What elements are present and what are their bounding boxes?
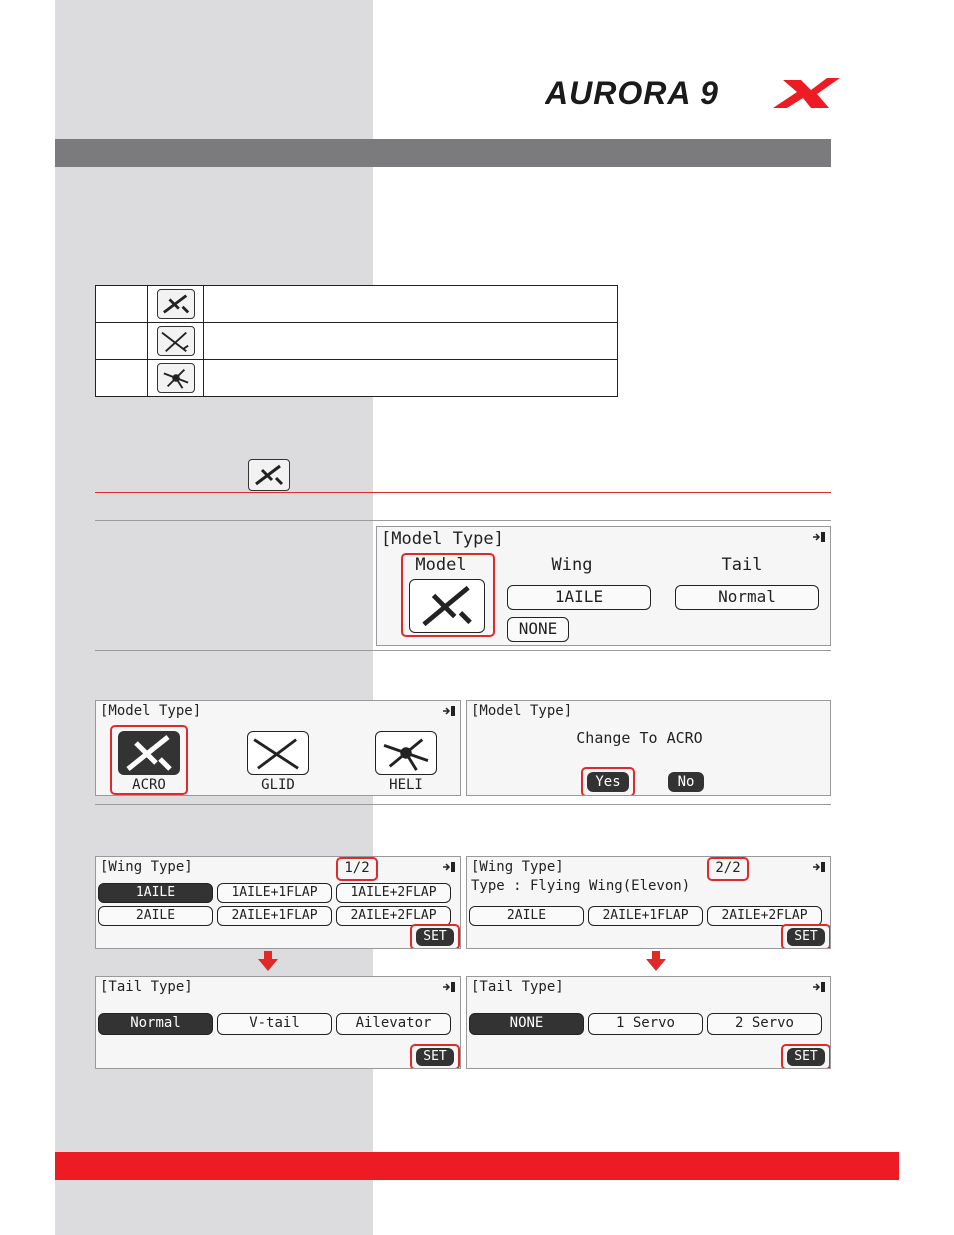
wing-label: Wing [551, 555, 593, 575]
section-header-bar [55, 139, 831, 167]
set-button[interactable]: SET [416, 928, 454, 946]
tail-type-button[interactable]: Normal [675, 585, 819, 610]
screen-title: [Model Type] [471, 703, 573, 719]
screen-title: [Tail Type] [471, 979, 564, 995]
tail-option[interactable]: Normal [98, 1013, 213, 1035]
heli-label: HELI [389, 777, 423, 793]
tail-option[interactable]: NONE [469, 1013, 584, 1035]
glid-option[interactable] [247, 731, 309, 775]
type-description: Type : Flying Wing(Elevon) [471, 878, 691, 894]
exit-icon[interactable] [442, 705, 456, 717]
screen-title: [Model Type] [100, 703, 202, 719]
set-button[interactable]: SET [787, 928, 825, 946]
exit-icon[interactable] [812, 861, 826, 873]
exit-icon[interactable] [812, 981, 826, 993]
down-arrow-icon [258, 951, 278, 971]
wing-option[interactable]: 1AILE [98, 883, 213, 903]
helicopter-icon [376, 732, 436, 774]
acro-airplane-icon [410, 580, 484, 632]
wing-option[interactable]: 2AILE+2FLAP [707, 906, 822, 926]
exit-icon[interactable] [812, 531, 826, 543]
acro-label: ACRO [132, 777, 166, 793]
tail-option[interactable]: Ailevator [336, 1013, 451, 1035]
table-row [96, 323, 618, 360]
set-button[interactable]: SET [787, 1048, 825, 1066]
acro-airplane-icon [248, 459, 290, 491]
table-row [96, 286, 618, 323]
divider [95, 804, 831, 805]
extra-type-button[interactable]: NONE [507, 617, 569, 642]
wing-type-screen-2 [466, 856, 831, 949]
wing-option[interactable]: 2AILE [98, 906, 213, 926]
screen-title: [Wing Type] [100, 859, 193, 875]
divider [95, 650, 831, 651]
wing-option[interactable]: 2AILE+1FLAP [588, 906, 703, 926]
wing-option[interactable]: 2AILE [469, 906, 584, 926]
wing-option[interactable]: 2AILE+1FLAP [217, 906, 332, 926]
tail-type-screen-1 [95, 976, 461, 1069]
glider-icon [157, 326, 195, 356]
screen-title: [Wing Type] [471, 859, 564, 875]
divider [95, 520, 831, 521]
helicopter-icon [157, 363, 195, 393]
no-button[interactable]: No [668, 772, 704, 792]
page-indicator: 1/2 [344, 860, 370, 876]
exit-icon[interactable] [442, 861, 456, 873]
screen-title: [Model Type] [381, 529, 504, 549]
tail-option[interactable]: 1 Servo [588, 1013, 703, 1035]
tail-option[interactable]: 2 Servo [707, 1013, 822, 1035]
model-type-screen [376, 526, 831, 646]
model-type-table [95, 285, 618, 397]
tail-option[interactable]: V-tail [217, 1013, 332, 1035]
heli-option[interactable] [375, 731, 437, 775]
aurora-9x-logo [545, 74, 840, 110]
set-button[interactable]: SET [416, 1048, 454, 1066]
glid-label: GLID [261, 777, 295, 793]
acro-option[interactable] [118, 731, 180, 775]
tail-type-screen-2 [466, 976, 831, 1069]
screen-title: [Tail Type] [100, 979, 193, 995]
page-indicator: 2/2 [715, 860, 741, 876]
down-arrow-icon [646, 951, 666, 971]
footer-red-bar [55, 1152, 899, 1180]
acro-airplane-icon [118, 731, 180, 775]
glider-icon [248, 732, 308, 774]
tail-label: Tail [721, 555, 763, 575]
wing-option[interactable]: 1AILE+1FLAP [217, 883, 332, 903]
exit-icon[interactable] [442, 981, 456, 993]
wing-option[interactable]: 1AILE+2FLAP [336, 883, 451, 903]
confirm-screen [466, 700, 831, 796]
section-divider-red [95, 492, 831, 493]
model-select-screen [95, 700, 461, 796]
model-label: Model [415, 555, 467, 575]
acro-airplane-icon [157, 289, 195, 319]
confirm-message: Change To ACRO [576, 729, 703, 747]
yes-button[interactable]: Yes [587, 772, 629, 792]
model-icon-button[interactable] [409, 579, 485, 633]
wing-type-screen-1 [95, 856, 461, 949]
wing-type-button[interactable]: 1AILE [507, 585, 651, 610]
wing-option[interactable]: 2AILE+2FLAP [336, 906, 451, 926]
table-row [96, 360, 618, 397]
svg-text:AURORA 9: AURORA 9 [545, 75, 719, 110]
